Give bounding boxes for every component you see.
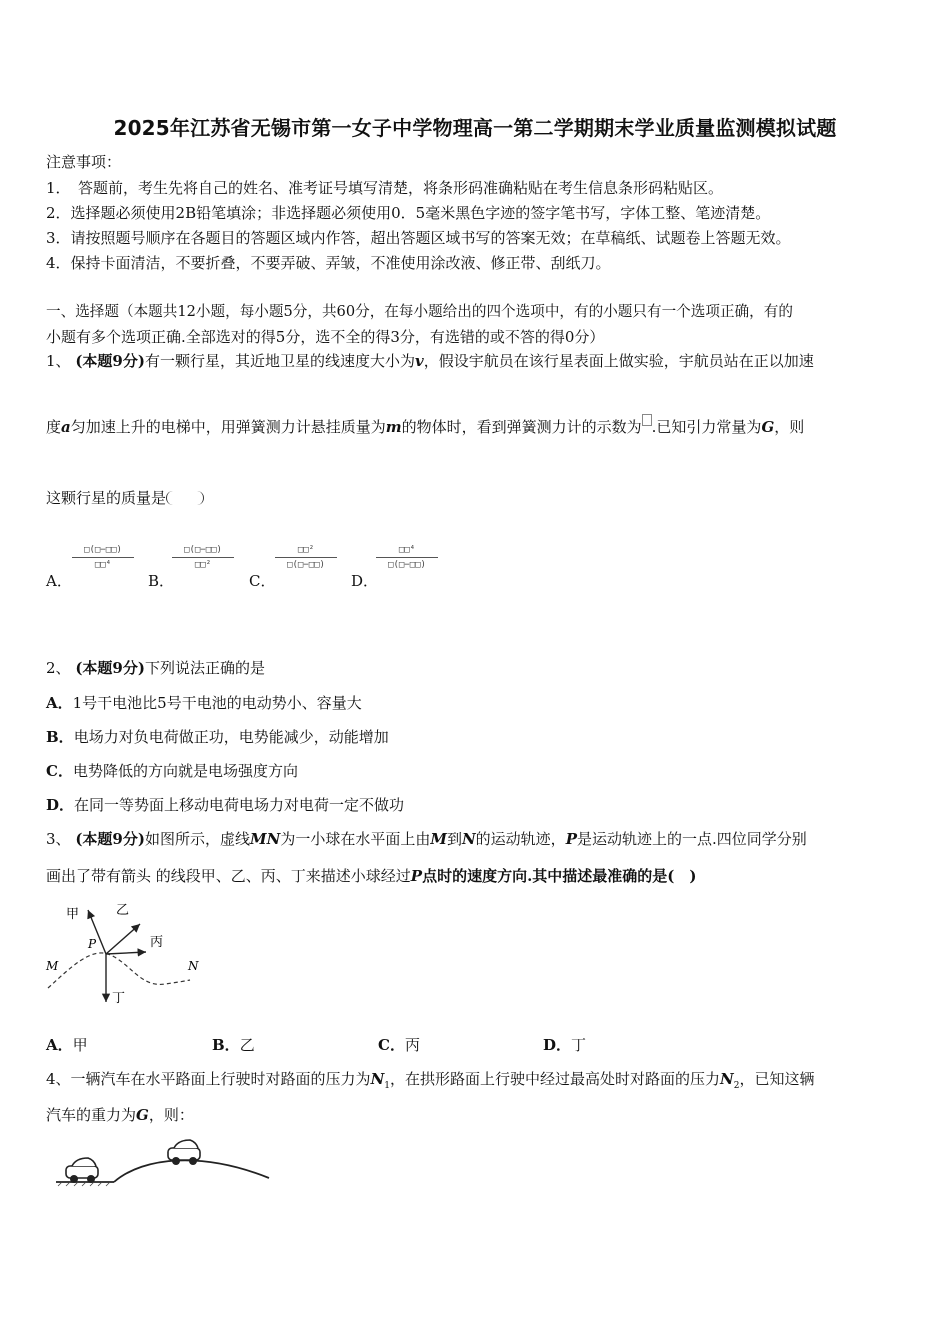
q2-option-d [46,795,404,815]
q1-option-a-denominator: □□⁴ [94,560,112,570]
q2-option-c [46,761,298,781]
q4-subscript: 2 [733,1081,740,1091]
q1-line-1 [46,351,814,371]
q1-number: 1、 [46,352,71,370]
q1-text: 有一颗行星，其近地卫星的线速度大小为 [144,352,415,370]
q2-text: 下列说法正确的是 [144,659,265,677]
label-ding: 丁 [112,991,126,1006]
q1-option-b-numerator: □(□−□□) [184,545,222,555]
q4-text: ，则： [148,1106,194,1124]
q2-option-label: D． [46,796,75,814]
q1-text: .已知引力常量为 [651,418,762,436]
q1-line-3 [46,488,204,508]
notice-heading: 注意事项： [46,153,122,171]
q4-text: 汽车的重力为 [46,1106,137,1124]
q3-option-text: 甲 [72,1036,88,1054]
q3-option-label: C． [378,1036,405,1054]
label-N: N [188,959,199,973]
q1-var-G: G [761,418,775,436]
label-P: P [88,937,97,951]
fraction-bar [376,557,438,558]
q3-number: 3、 [46,830,71,848]
q1-option-b-denominator: □□² [194,560,212,570]
car-icon [66,1158,98,1183]
q1-text: ，则 [774,418,805,436]
arrow-bing [106,952,146,954]
q4-var-N1: N [370,1070,385,1088]
q4-line-1 [46,1069,815,1096]
q3-text: 画出了带有箭头 的线段甲、乙、丙、丁来描述小球经过 [46,867,411,885]
notice-item-2: 2．选择题必须使用2B铅笔填涂；非选择题必须使用0．5毫米黑色字迹的签字笔书写，字体工整、笔迹清楚。 [46,204,771,222]
label-bing: 丙 [150,935,164,950]
q1-option-b-label: B． [148,572,175,590]
q1-option-a-numerator: □(□−□□) [84,545,122,555]
q1-option-d-denominator: □(□−□□) [388,560,426,570]
q3-var-N: N [461,830,476,848]
q4-var-N2: N [720,1070,734,1088]
q2-option-text: 电势降低的方向就是电场强度方向 [72,762,298,780]
q3-text: 点时的速度方向.其中描述最准确的是( ) [422,867,697,885]
notice-item-4: 4．保持卡面清洁，不要折叠，不要弄破、弄皱，不准使用涂改液、修正带、刮纸刀。 [46,254,611,272]
q3-text: 如图所示，虚线 [144,830,250,848]
q2-option-label: B． [46,728,74,746]
q1-option-c-numerator: □□² [297,545,315,555]
q1-option-d-numerator: □□⁴ [398,545,416,555]
q3-text: 为一小球在水平面上由 [280,830,431,848]
q3-option-d [543,1035,586,1055]
q2-option-label: C． [46,762,73,780]
q3-option-a [46,1035,88,1055]
q1-option-a-formula [72,544,134,571]
q4-var-G: G [136,1106,149,1124]
q1-var-m: m [385,418,402,436]
notice-item-1: 1． 答题前，考生先将自己的姓名、准考证号填写清楚，将条形码准确粘贴在考生信息条形码粘贴区。 [46,179,724,197]
notice-item-3: 3．请按照题号顺序在各题目的答题区域内作答，超出答题区域书写的答案无效；在草稿纸、试题卷上答题无效。 [46,229,791,247]
q4-number: 4、 [46,1070,71,1088]
q1-text: ，假设宇航员在该行星表面上做实验，宇航员站在正以加速 [423,352,814,370]
q1-text: 的物体时，看到弹簧测力计的示数为 [401,418,642,436]
q3-var-MN: MN [249,830,281,848]
label-yi: 乙 [116,903,130,918]
q3-var-P: P [410,867,423,885]
trajectory-curve [48,953,190,988]
q3-option-label: A． [46,1036,73,1054]
q2-option-label: A． [46,694,73,712]
q1-var-v: v [414,352,424,370]
label-M: M [46,959,59,973]
q2-option-b [46,727,389,747]
q1-text: 匀加速上升的电梯中，用弹簧测力计悬挂质量为 [70,418,386,436]
q3-points: (本题9分) [75,830,145,848]
fraction-bar [172,557,234,558]
q1-option-c-denominator: □(□−□□) [287,560,325,570]
q1-points: (本题9分) [75,352,145,370]
q4-road-figure [54,1138,274,1194]
q1-option-a-label: A． [46,572,72,590]
q3-trajectory-figure [40,898,220,1010]
q4-subscript: 1 [384,1081,391,1091]
q1-text: 度 [46,418,62,436]
q4-text: 一辆汽车在水平路面上行驶时对路面的压力为 [70,1070,371,1088]
fraction-bar [72,557,134,558]
formula-placeholder-icon [642,414,652,426]
q2-option-a [46,693,362,713]
q3-option-text: 丙 [404,1036,420,1054]
q2-number: 2、 [46,659,71,677]
q3-var-M: M [430,830,447,848]
q1-option-d-formula [376,544,438,571]
section-heading-line-2: 小题有多个选项正确.全部选对的得5分，选不全的得3分，有选错的或不答的得0分） [46,328,605,346]
q1-option-d-label: D． [351,572,379,590]
q1-text: 这颗行星的质量是 [46,489,167,507]
q2-option-text: 电场力对负电荷做正功，电势能减少，动能增加 [73,728,389,746]
q1-var-a: a [61,418,71,436]
q4-line-2 [46,1105,194,1125]
q3-option-c [378,1035,420,1055]
section-heading-line-1: 一、选择题（本题共12小题，每小题5分，共60分，在每小题给出的四个选项中，有的小题只有一个选项正确，有的 [46,303,793,320]
q3-text: 到 [446,830,462,848]
q4-text: ，已知这辆 [739,1070,815,1088]
fraction-bar [275,557,337,558]
q1-option-c-label: C． [249,572,276,590]
q3-text: 是运动轨迹上的一点.四位同学分别 [576,830,807,848]
q3-var-P: P [565,830,577,848]
q3-option-b [212,1035,255,1055]
q4-text: ，在拱形路面上行驶中经过最高处时对路面的压力 [390,1070,721,1088]
label-jia: 甲 [66,907,80,922]
q3-option-text: 丁 [571,1036,587,1054]
q3-line-1 [46,829,807,849]
q3-text: 的运动轨迹， [475,830,566,848]
q2-stem [46,658,265,678]
q3-line-2 [46,866,696,886]
q3-option-label: D． [543,1036,572,1054]
answer-paren-icon [166,491,204,505]
q2-option-text: 在同一等势面上移动电荷电场力对电荷一定不做功 [74,796,405,814]
q1-option-c-formula [275,544,337,571]
arrow-yi [106,924,140,954]
q3-option-text: 乙 [239,1036,255,1054]
q1-line-2 [46,414,804,437]
q1-option-b-formula [172,544,234,571]
q2-option-text: 1号干电池比5号干电池的电动势小、容量大 [72,694,362,712]
q2-points: (本题9分) [75,659,145,677]
page-title: 2025年江苏省无锡市第一女子中学物理高一第二学期期末学业质量监测模拟试题 [113,116,837,140]
q3-option-label: B． [212,1036,240,1054]
